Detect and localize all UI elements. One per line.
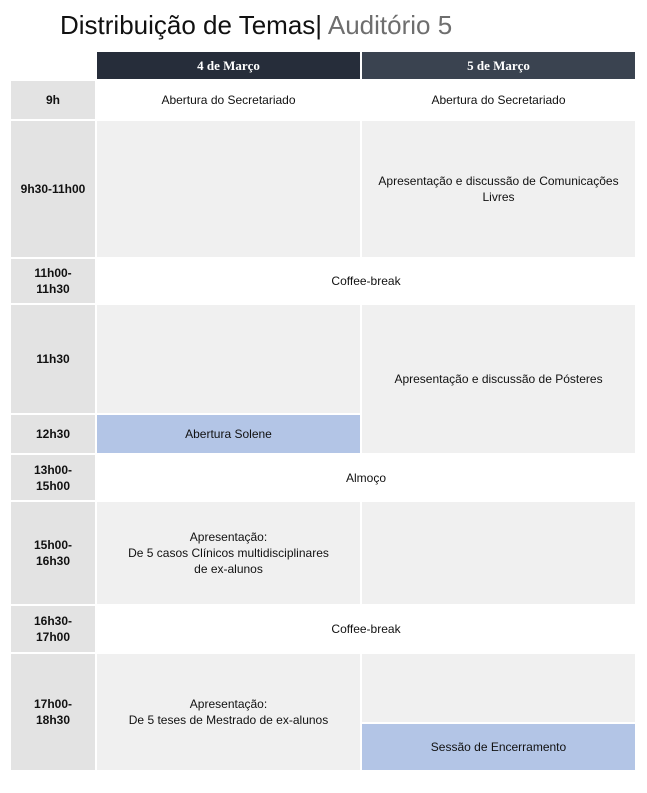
time-9h: 9h bbox=[11, 81, 95, 119]
event-coffee-break-2: Coffee-break bbox=[97, 606, 635, 652]
time-11h00: 11h00- 11h30 bbox=[11, 259, 95, 303]
empty-cell-d1-11h30 bbox=[97, 305, 360, 413]
header-day-2: 5 de Março bbox=[362, 52, 635, 79]
title-main: Distribuição de Temas| bbox=[60, 10, 323, 40]
time-17h00: 17h00- 18h30 bbox=[11, 654, 95, 770]
event-abertura-secretariado-d1: Abertura do Secretariado bbox=[97, 81, 360, 119]
time-13h00: 13h00- 15h00 bbox=[11, 455, 95, 500]
event-sessao-encerramento: Sessão de Encerramento bbox=[362, 724, 635, 770]
empty-cell-d1-9h30 bbox=[97, 121, 360, 257]
empty-cell-d2-15h00 bbox=[362, 502, 635, 604]
event-posteres: Apresentação e discussão de Pósteres bbox=[362, 305, 635, 453]
time-11h30: 11h30 bbox=[11, 305, 95, 413]
header-day-1: 4 de Março bbox=[97, 52, 360, 79]
time-9h30: 9h30-11h00 bbox=[11, 121, 95, 257]
event-coffee-break-1: Coffee-break bbox=[97, 259, 635, 303]
event-casos-clinicos: Apresentação: De 5 casos Clínicos multidisciplinares de ex-alunos bbox=[97, 502, 360, 604]
time-15h00: 15h00- 16h30 bbox=[11, 502, 95, 604]
title-venue: Auditório 5 bbox=[322, 10, 453, 40]
event-comunicacoes-livres: Apresentação e discussão de Comunicações Livres bbox=[362, 121, 635, 257]
event-abertura-secretariado-d2: Abertura do Secretariado bbox=[362, 81, 635, 119]
event-almoco: Almoço bbox=[97, 455, 635, 500]
time-12h30: 12h30 bbox=[11, 415, 95, 453]
page-title bbox=[60, 8, 452, 42]
time-16h30: 16h30- 17h00 bbox=[11, 606, 95, 652]
event-abertura-solene: Abertura Solene bbox=[97, 415, 360, 453]
empty-cell-d2-17h00 bbox=[362, 654, 635, 722]
event-teses-mestrado: Apresentação: De 5 teses de Mestrado de ex-alunos bbox=[97, 654, 360, 770]
